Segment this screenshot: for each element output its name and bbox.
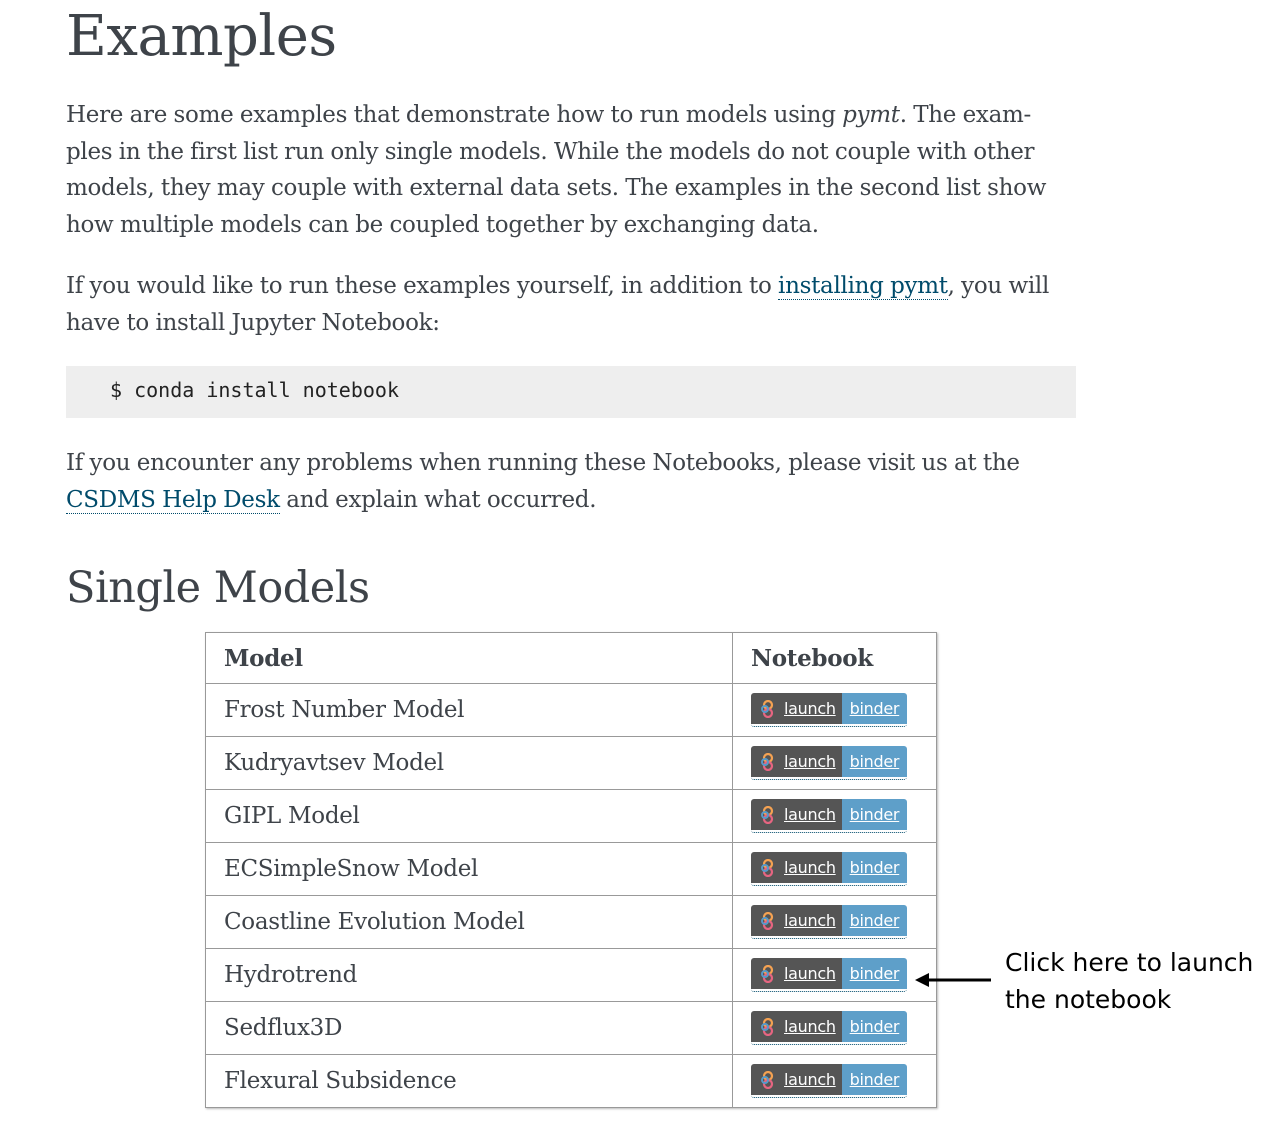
launch-binder-button[interactable] <box>751 1064 907 1098</box>
badge-left <box>751 852 842 883</box>
notebook-cell <box>733 737 937 790</box>
badge-left <box>751 958 842 989</box>
table-row <box>206 843 937 896</box>
badge-launch-label: launch <box>784 699 836 718</box>
notebook-cell <box>733 790 937 843</box>
table-row <box>206 949 937 1002</box>
intro-paragraph: Here are some examples that demonstrate how to run models using pymt. The exam-ples in the first list run only single models. While the models do not couple with other models, they may couple with external data sets. The examples in the second list show how multiple models can be coupled together by exchanging data. <box>66 102 1047 238</box>
header-model: Model <box>206 633 733 684</box>
model-name: Coastline Evolution Model <box>206 896 733 949</box>
badge-binder-label: binder <box>842 799 908 830</box>
badge-left <box>751 905 842 936</box>
model-name: Hydrotrend <box>206 949 733 1002</box>
launch-binder-button[interactable] <box>751 799 907 833</box>
model-name: Flexural Subsidence <box>206 1055 733 1108</box>
binder-logo-icon <box>760 700 776 718</box>
table-row <box>206 790 937 843</box>
notebook-cell <box>733 949 937 1002</box>
badge-launch-label: launch <box>784 964 836 983</box>
badge-left <box>751 799 842 830</box>
notebook-cell <box>733 684 937 737</box>
badge-binder-label: binder <box>842 1064 908 1095</box>
notebook-cell <box>733 843 937 896</box>
launch-binder-button[interactable] <box>751 746 907 780</box>
badge-binder-label: binder <box>842 905 908 936</box>
model-name: Kudryavtsev Model <box>206 737 733 790</box>
code-block: $ conda install notebook <box>66 366 1076 418</box>
annotation-arrow-icon <box>915 970 995 990</box>
model-name: Sedflux3D <box>206 1002 733 1055</box>
section-title: Single Models <box>66 563 370 613</box>
page-title: Examples <box>66 4 337 69</box>
table-row <box>206 1002 937 1055</box>
launch-binder-button[interactable] <box>751 693 907 727</box>
badge-left <box>751 693 842 724</box>
notebook-cell <box>733 896 937 949</box>
csdms-help-desk-link[interactable]: CSDMS Help Desk <box>66 486 280 513</box>
table-row <box>206 1055 937 1108</box>
badge-launch-label: launch <box>784 911 836 930</box>
badge-left <box>751 1011 842 1042</box>
badge-binder-label: binder <box>842 852 908 883</box>
badge-binder-label: binder <box>842 746 908 777</box>
binder-logo-icon <box>760 1071 776 1089</box>
models-table <box>205 632 937 1108</box>
badge-left <box>751 1064 842 1095</box>
binder-logo-icon <box>760 1018 776 1036</box>
launch-binder-button[interactable] <box>751 905 907 939</box>
badge-launch-label: launch <box>784 1017 836 1036</box>
badge-left <box>751 746 842 777</box>
launch-binder-button[interactable] <box>751 852 907 886</box>
binder-logo-icon <box>760 912 776 930</box>
badge-binder-label: binder <box>842 1011 908 1042</box>
badge-binder-label: binder <box>842 693 908 724</box>
annotation-text: Click here to launch the notebook <box>1005 948 1254 1014</box>
model-name: GIPL Model <box>206 790 733 843</box>
help-paragraph: If you encounter any problems when running these Notebooks, please visit us at the CSDMS Help Desk and explain what occurred. <box>66 450 1020 513</box>
pymt-emphasis: pymt <box>842 102 900 128</box>
model-name: Frost Number Model <box>206 684 733 737</box>
install-paragraph: If you would like to run these examples yourself, in addition to installing pymt, you will have to install Jupyter Notebook: <box>66 273 1049 336</box>
table-row <box>206 684 937 737</box>
badge-launch-label: launch <box>784 858 836 877</box>
badge-binder-label: binder <box>842 958 908 989</box>
binder-logo-icon <box>760 806 776 824</box>
binder-logo-icon <box>760 859 776 877</box>
binder-logo-icon <box>760 753 776 771</box>
model-name: ECSimpleSnow Model <box>206 843 733 896</box>
badge-launch-label: launch <box>784 1070 836 1089</box>
table-row <box>206 737 937 790</box>
notebook-cell <box>733 1055 937 1108</box>
table-header-row <box>206 633 937 684</box>
badge-launch-label: launch <box>784 805 836 824</box>
launch-binder-button[interactable] <box>751 1011 907 1045</box>
badge-launch-label: launch <box>784 752 836 771</box>
header-notebook: Notebook <box>733 633 937 684</box>
notebook-cell <box>733 1002 937 1055</box>
launch-binder-button[interactable] <box>751 958 907 992</box>
table-row <box>206 896 937 949</box>
installing-pymt-link[interactable]: installing pymt <box>778 273 948 299</box>
binder-logo-icon <box>760 965 776 983</box>
